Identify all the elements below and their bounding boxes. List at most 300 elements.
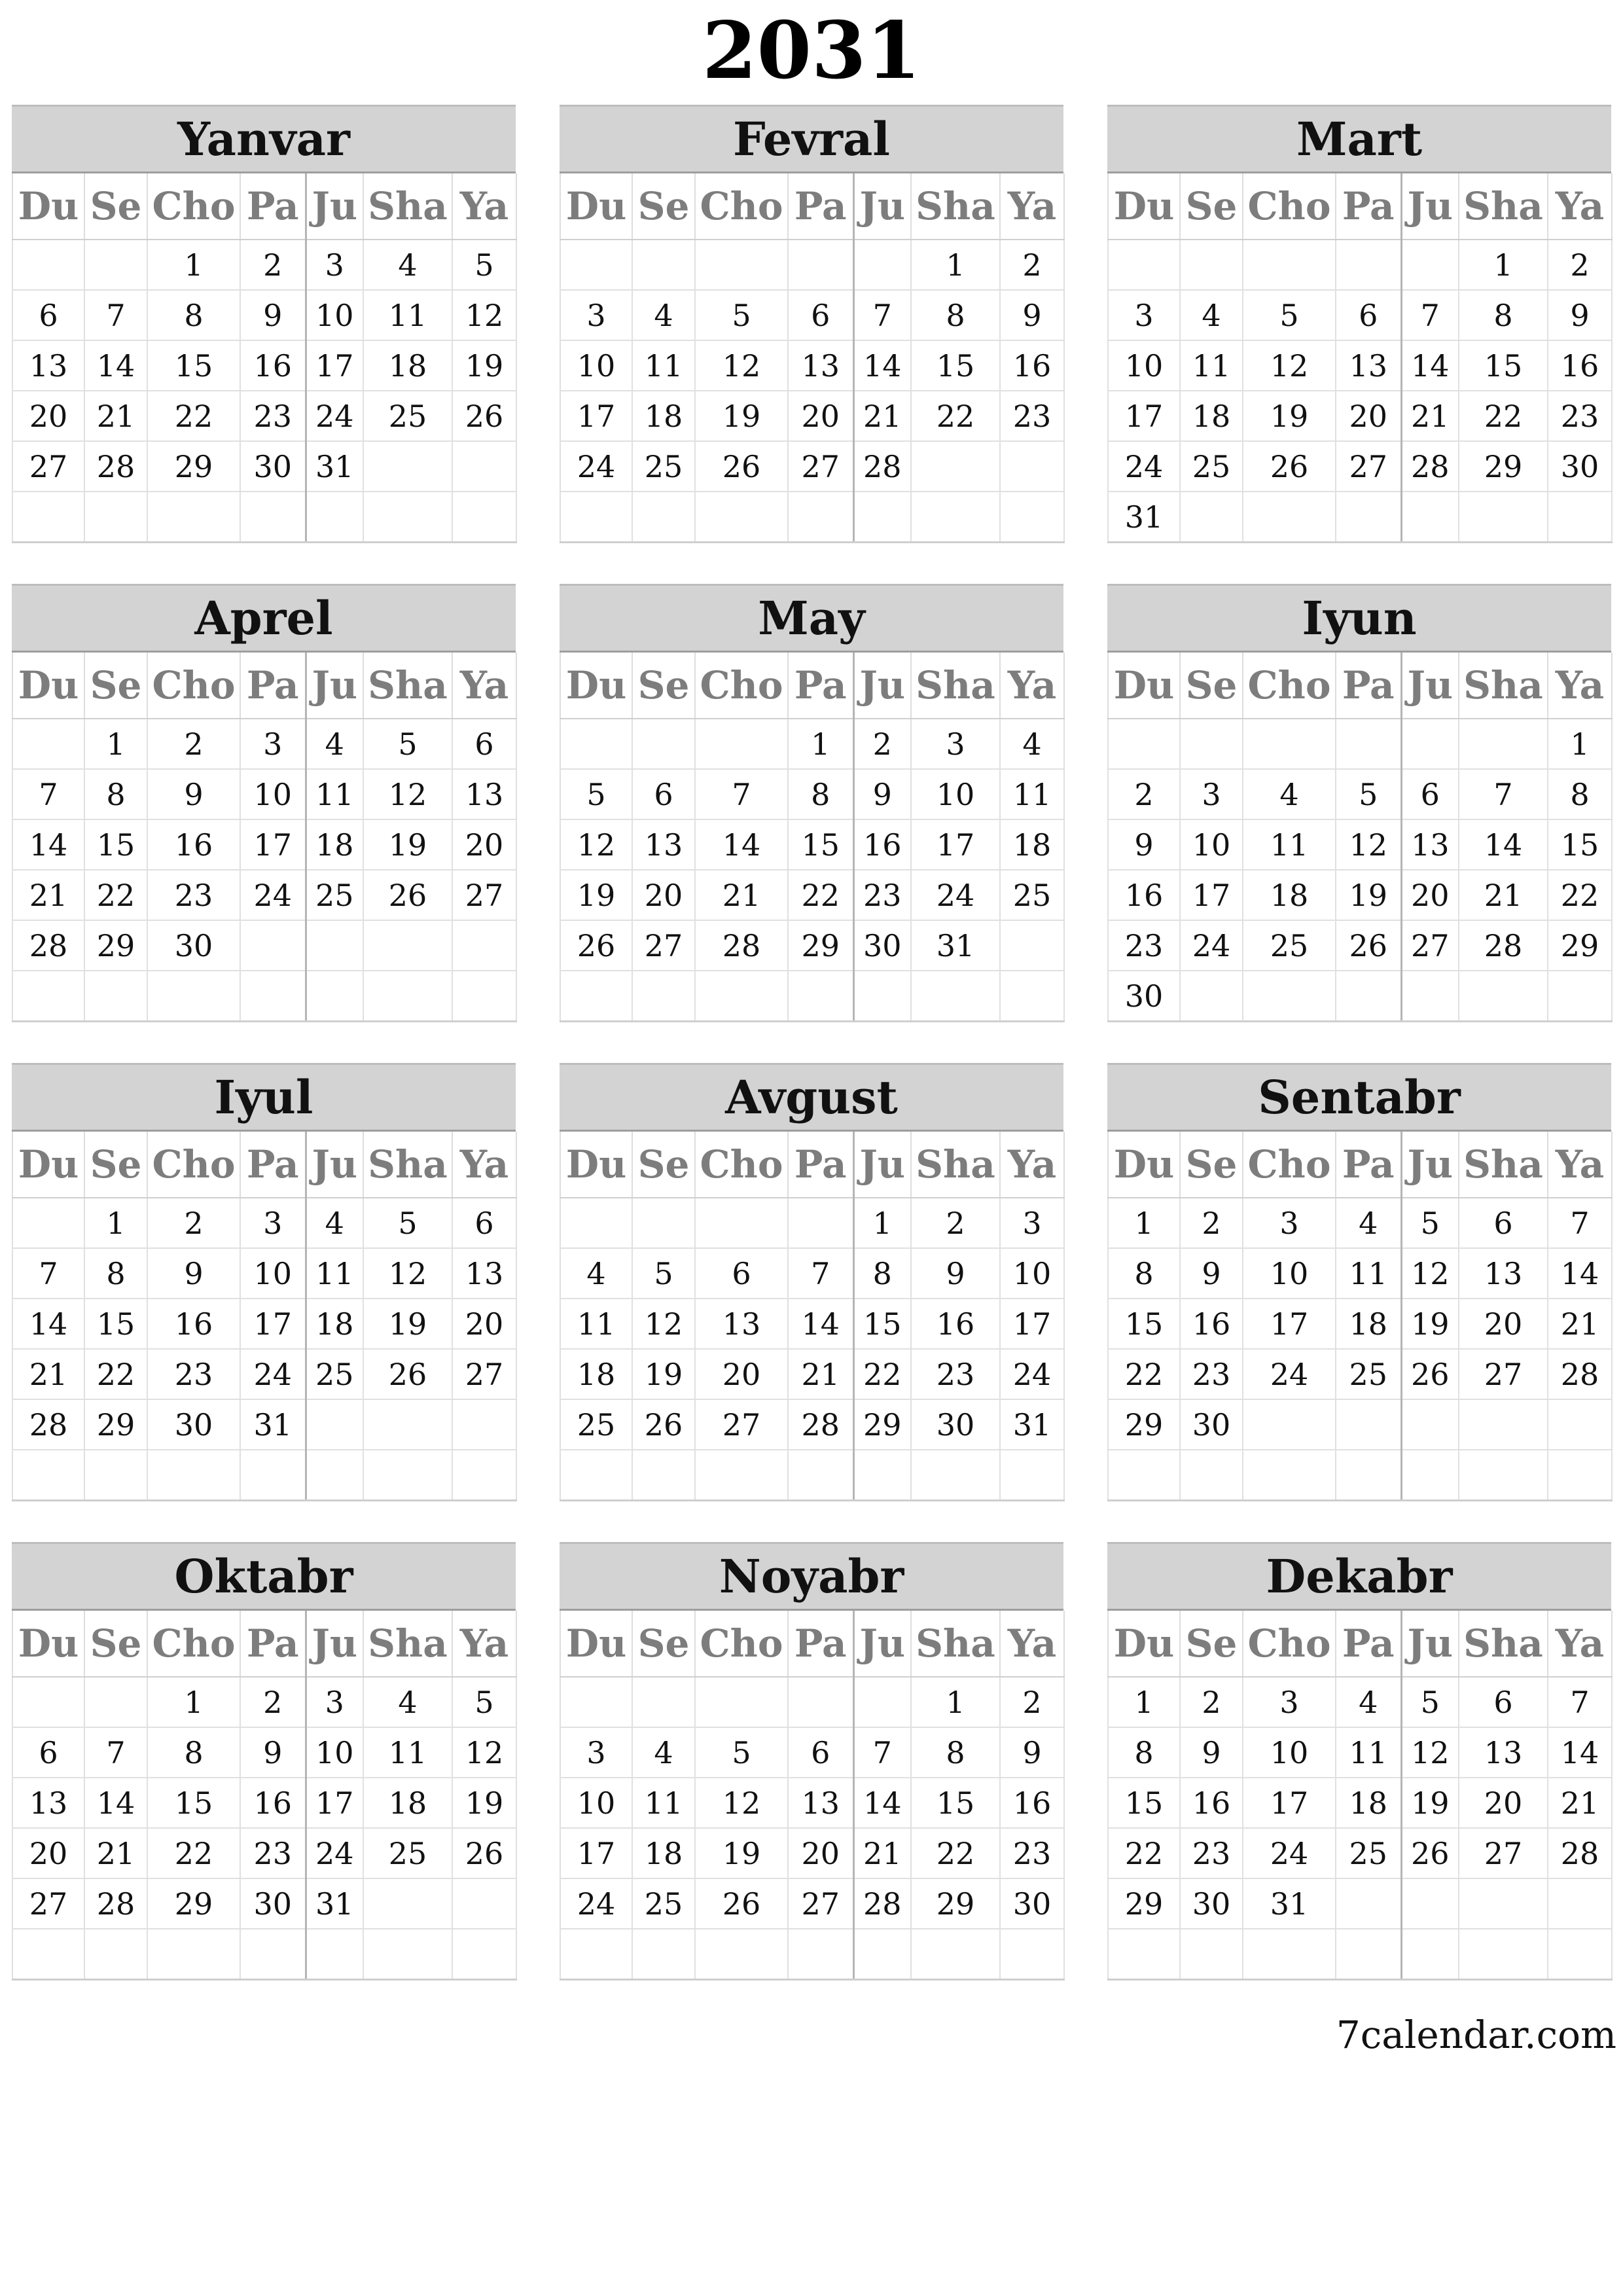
day-cell: 16 [1108,870,1180,920]
week-row [1108,391,1612,441]
day-cell: 6 [12,290,84,340]
day-cell: 12 [695,340,788,391]
week-row [1108,441,1612,492]
weekday-header-row [560,1132,1064,1198]
month-name: May [560,584,1063,653]
weekday-label: Pa [1336,1132,1401,1198]
day-cell: 20 [1336,391,1401,441]
day-cell [363,1929,452,1980]
day-cell: 18 [632,391,695,441]
day-cell: 26 [1401,1349,1459,1399]
day-cell: 3 [560,1727,632,1778]
day-cell: 8 [853,1248,911,1299]
month-block [560,1542,1063,1981]
weekday-label: Cho [695,1611,788,1677]
week-row [560,1677,1064,1727]
day-cell: 17 [1243,1778,1336,1828]
day-cell: 30 [911,1399,1000,1450]
day-cell: 5 [1243,290,1336,340]
day-cell [1401,1399,1459,1450]
day-cell: 8 [911,1727,1000,1778]
month-block [560,1063,1063,1501]
day-cell: 29 [1459,441,1548,492]
day-cell: 30 [240,441,306,492]
day-cell: 24 [240,870,306,920]
day-cell [147,971,240,1022]
month-block [1107,105,1611,543]
weekday-header-row [1108,1132,1612,1198]
day-cell [1180,719,1243,769]
day-cell [84,1450,147,1501]
day-cell: 3 [1108,290,1180,340]
week-row [12,1828,516,1878]
day-cell: 21 [853,1828,911,1878]
day-cell: 26 [695,1878,788,1929]
day-cell: 4 [1180,290,1243,340]
day-cell: 12 [452,1727,516,1778]
day-cell: 15 [1459,340,1548,391]
day-cell [1459,1929,1548,1980]
day-cell: 26 [1336,920,1401,971]
weekday-label: Se [1180,1132,1243,1198]
weekday-label: Ju [853,173,911,240]
day-cell: 17 [1243,1299,1336,1349]
day-cell [363,441,452,492]
day-cell: 31 [240,1399,306,1450]
day-cell [560,240,632,290]
day-cell [1459,971,1548,1022]
day-cell: 20 [632,870,695,920]
day-cell: 10 [1180,819,1243,870]
day-cell: 18 [632,1828,695,1878]
day-cell: 22 [1548,870,1612,920]
day-cell: 6 [1401,769,1459,819]
weekday-label: Sha [911,1132,1000,1198]
day-cell: 7 [84,1727,147,1778]
day-cell: 31 [911,920,1000,971]
week-row [12,441,516,492]
day-cell: 24 [1000,1349,1064,1399]
weekday-label: Cho [1243,173,1336,240]
day-cell: 14 [788,1299,853,1349]
day-cell: 26 [695,441,788,492]
weekday-label: Se [1180,653,1243,719]
day-cell: 25 [306,1349,363,1399]
day-cell: 20 [452,819,516,870]
day-cell [452,1929,516,1980]
week-row [12,1349,516,1399]
day-cell: 10 [306,290,363,340]
day-cell: 7 [853,1727,911,1778]
day-cell: 28 [853,1878,911,1929]
week-row [560,492,1064,543]
day-cell: 25 [363,1828,452,1878]
month-days-table [1107,1132,1613,1501]
day-cell: 13 [695,1299,788,1349]
day-cell: 29 [1548,920,1612,971]
day-cell: 30 [147,1399,240,1450]
day-cell: 2 [853,719,911,769]
week-row [560,391,1064,441]
month-days-table [12,653,517,1022]
day-cell [695,1677,788,1727]
day-cell: 15 [84,819,147,870]
month-name: Avgust [560,1063,1063,1132]
day-cell: 5 [632,1248,695,1299]
day-cell [240,1929,306,1980]
weekday-header-row [1108,653,1612,719]
day-cell: 11 [1243,819,1336,870]
day-cell: 4 [632,290,695,340]
day-cell [452,920,516,971]
month-name: Dekabr [1107,1542,1611,1611]
day-cell [363,1450,452,1501]
day-cell [1243,1450,1336,1501]
day-cell: 26 [363,1349,452,1399]
day-cell [560,971,632,1022]
week-row [1108,971,1612,1022]
week-row [560,971,1064,1022]
day-cell: 16 [240,340,306,391]
day-cell: 20 [788,1828,853,1878]
day-cell: 5 [1336,769,1401,819]
weekday-label: Se [632,1132,695,1198]
day-cell: 26 [363,870,452,920]
day-cell: 6 [12,1727,84,1778]
day-cell: 2 [147,719,240,769]
week-row [12,1929,516,1980]
week-row [12,719,516,769]
day-cell [911,441,1000,492]
day-cell: 2 [1108,769,1180,819]
day-cell [1336,1878,1401,1929]
weekday-header-row [1108,1611,1612,1677]
day-cell: 27 [788,1878,853,1929]
month-days-table [560,1611,1065,1981]
day-cell [12,1450,84,1501]
weekday-label: Ya [1548,1611,1612,1677]
weekday-label: Se [1180,1611,1243,1677]
day-cell: 21 [84,1828,147,1878]
day-cell: 10 [240,769,306,819]
day-cell: 27 [12,1878,84,1929]
day-cell: 12 [1401,1727,1459,1778]
day-cell [147,1450,240,1501]
week-row [560,1399,1064,1450]
day-cell: 5 [452,1677,516,1727]
day-cell: 26 [1243,441,1336,492]
day-cell [306,971,363,1022]
day-cell: 2 [1548,240,1612,290]
day-cell: 16 [853,819,911,870]
week-row [560,340,1064,391]
day-cell: 21 [1459,870,1548,920]
day-cell [1243,1399,1336,1450]
week-row [1108,1450,1612,1501]
day-cell: 29 [147,1878,240,1929]
day-cell [1459,719,1548,769]
day-cell [306,1929,363,1980]
day-cell: 26 [632,1399,695,1450]
week-row [560,1299,1064,1349]
day-cell [1401,1450,1459,1501]
day-cell: 6 [695,1248,788,1299]
day-cell: 8 [1548,769,1612,819]
weekday-label: Pa [1336,653,1401,719]
day-cell: 14 [1459,819,1548,870]
day-cell: 10 [240,1248,306,1299]
day-cell: 24 [306,391,363,441]
day-cell: 30 [1108,971,1180,1022]
day-cell [1243,1929,1336,1980]
day-cell [452,1450,516,1501]
day-cell: 1 [1548,719,1612,769]
day-cell [1000,920,1064,971]
day-cell [363,1878,452,1929]
day-cell [84,492,147,543]
day-cell [1401,1878,1459,1929]
day-cell: 10 [1108,340,1180,391]
day-cell [84,1929,147,1980]
day-cell: 19 [560,870,632,920]
month-block [1107,1063,1611,1501]
day-cell: 5 [363,719,452,769]
weekday-label: Cho [1243,1611,1336,1677]
day-cell: 6 [452,719,516,769]
month-name: Mart [1107,105,1611,173]
day-cell: 8 [1108,1248,1180,1299]
weekday-label: Pa [788,653,853,719]
weekday-label: Sha [363,1132,452,1198]
day-cell: 31 [1243,1878,1336,1929]
day-cell: 21 [12,1349,84,1399]
day-cell: 2 [1180,1677,1243,1727]
week-row [12,920,516,971]
day-cell: 7 [1548,1198,1612,1248]
weekday-label: Cho [147,1132,240,1198]
day-cell: 2 [147,1198,240,1248]
day-cell: 28 [1459,920,1548,971]
day-cell [84,1677,147,1727]
day-cell: 18 [306,1299,363,1349]
day-cell: 23 [1000,1828,1064,1878]
day-cell: 5 [695,290,788,340]
day-cell: 5 [1401,1677,1459,1727]
week-row [12,870,516,920]
day-cell: 12 [452,290,516,340]
day-cell: 29 [911,1878,1000,1929]
week-row [560,1450,1064,1501]
day-cell: 15 [147,340,240,391]
weekday-label: Cho [695,173,788,240]
day-cell: 23 [1180,1828,1243,1878]
day-cell: 19 [452,340,516,391]
day-cell: 28 [1548,1828,1612,1878]
day-cell: 15 [1108,1299,1180,1349]
day-cell [695,1929,788,1980]
weekday-label: Pa [240,173,306,240]
day-cell [695,971,788,1022]
day-cell: 23 [1108,920,1180,971]
week-row [12,1878,516,1929]
day-cell: 5 [1401,1198,1459,1248]
day-cell: 23 [1548,391,1612,441]
day-cell [560,492,632,543]
weekday-label: Ya [1000,173,1064,240]
day-cell [788,1450,853,1501]
day-cell: 19 [1243,391,1336,441]
day-cell: 21 [12,870,84,920]
day-cell: 15 [147,1778,240,1828]
weekday-label: Ju [853,653,911,719]
day-cell: 22 [788,870,853,920]
day-cell: 23 [911,1349,1000,1399]
day-cell: 3 [240,1198,306,1248]
week-row [560,1878,1064,1929]
weekday-label: Ju [1401,1611,1459,1677]
weekday-label: Se [632,173,695,240]
weekday-label: Du [1108,653,1180,719]
day-cell [1548,971,1612,1022]
week-row [12,240,516,290]
day-cell: 17 [240,819,306,870]
month-days-table [12,1132,517,1501]
day-cell: 20 [1401,870,1459,920]
week-row [560,441,1064,492]
weekday-label: Cho [147,653,240,719]
month-block [12,1542,516,1981]
weekday-label: Sha [911,173,1000,240]
day-cell [788,1677,853,1727]
day-cell [1108,719,1180,769]
weekday-label: Du [12,1132,84,1198]
weekday-header-row [1108,173,1612,240]
day-cell: 19 [695,391,788,441]
week-row [1108,870,1612,920]
day-cell [1108,240,1180,290]
day-cell [1401,1929,1459,1980]
day-cell [1548,1929,1612,1980]
day-cell: 11 [1000,769,1064,819]
day-cell: 7 [788,1248,853,1299]
day-cell: 18 [1000,819,1064,870]
day-cell: 26 [452,391,516,441]
day-cell: 16 [1000,1778,1064,1828]
day-cell: 25 [306,870,363,920]
weekday-label: Sha [1459,1132,1548,1198]
weekday-label: Ju [1401,173,1459,240]
day-cell: 14 [12,819,84,870]
day-cell: 22 [1108,1349,1180,1399]
day-cell: 28 [84,1878,147,1929]
day-cell: 28 [12,920,84,971]
day-cell [632,1929,695,1980]
day-cell: 15 [788,819,853,870]
week-row [1108,290,1612,340]
day-cell: 21 [788,1349,853,1399]
day-cell: 29 [1108,1399,1180,1450]
day-cell: 2 [911,1198,1000,1248]
month-days-table [1107,653,1613,1022]
day-cell: 1 [1108,1198,1180,1248]
day-cell [1108,1929,1180,1980]
day-cell: 7 [853,290,911,340]
week-row [560,1349,1064,1399]
week-row [12,1399,516,1450]
week-row [12,290,516,340]
week-row [1108,1929,1612,1980]
day-cell: 21 [1548,1299,1612,1349]
day-cell: 29 [788,920,853,971]
day-cell: 1 [1459,240,1548,290]
month-days-table [12,173,517,543]
day-cell: 19 [1336,870,1401,920]
week-row [1108,1299,1612,1349]
weekday-label: Sha [363,1611,452,1677]
day-cell: 15 [84,1299,147,1349]
day-cell [363,971,452,1022]
week-row [560,1929,1064,1980]
day-cell [1459,1878,1548,1929]
day-cell: 21 [84,391,147,441]
weekday-label: Ju [1401,653,1459,719]
weekday-label: Cho [147,173,240,240]
day-cell: 8 [84,1248,147,1299]
day-cell [1000,1450,1064,1501]
day-cell: 3 [560,290,632,340]
weekday-label: Du [1108,1132,1180,1198]
day-cell: 10 [560,1778,632,1828]
day-cell: 30 [1180,1399,1243,1450]
day-cell: 11 [363,290,452,340]
day-cell: 3 [1180,769,1243,819]
day-cell: 21 [1548,1778,1612,1828]
weekday-label: Du [1108,173,1180,240]
day-cell: 22 [147,1828,240,1878]
day-cell: 11 [560,1299,632,1349]
weekday-label: Ya [452,1132,516,1198]
day-cell: 4 [560,1248,632,1299]
weekday-label: Ya [1548,653,1612,719]
day-cell: 3 [306,240,363,290]
day-cell: 16 [1180,1299,1243,1349]
day-cell: 25 [560,1399,632,1450]
day-cell: 21 [1401,391,1459,441]
day-cell: 28 [1401,441,1459,492]
week-row [1108,1878,1612,1929]
day-cell [1548,1878,1612,1929]
day-cell [147,492,240,543]
week-row [1108,492,1612,543]
day-cell: 28 [853,441,911,492]
day-cell: 28 [1548,1349,1612,1399]
weekday-label: Sha [1459,173,1548,240]
day-cell [695,719,788,769]
week-row [560,870,1064,920]
week-row [1108,1677,1612,1727]
week-row [560,719,1064,769]
day-cell: 16 [240,1778,306,1828]
day-cell: 1 [84,719,147,769]
week-row [12,1677,516,1727]
day-cell: 13 [1401,819,1459,870]
weekday-label: Du [560,1132,632,1198]
day-cell [363,492,452,543]
day-cell [1180,1450,1243,1501]
weekday-label: Du [560,173,632,240]
weekday-label: Cho [1243,1132,1336,1198]
day-cell: 4 [363,240,452,290]
